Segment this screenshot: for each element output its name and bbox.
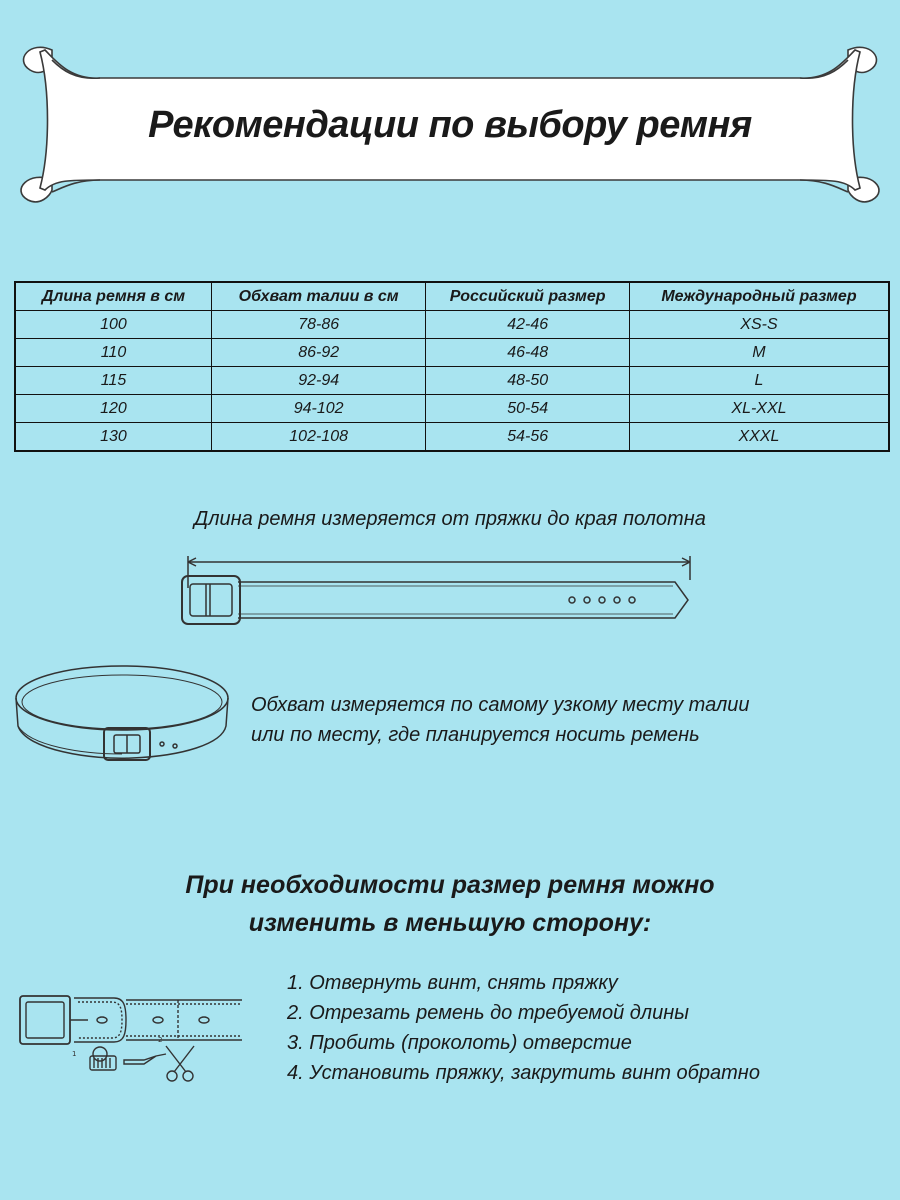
resize-heading-line-2: изменить в меньшую сторону: bbox=[248, 909, 652, 937]
table-cell: 50-54 bbox=[426, 395, 630, 423]
table-header-row bbox=[15, 282, 889, 311]
table-cell: 92-94 bbox=[211, 367, 425, 395]
table-cell: 78-86 bbox=[211, 311, 425, 339]
table-cell: 94-102 bbox=[211, 395, 425, 423]
waist-note-line-2: или по месту, где планируется носить ремень bbox=[251, 724, 700, 746]
header-international-size: Международный размер bbox=[629, 282, 889, 311]
table-cell: 54-56 bbox=[426, 423, 630, 452]
table-cell: M bbox=[629, 339, 889, 367]
step-item: 2. Отрезать ремень до требуемой длины bbox=[287, 1002, 689, 1024]
table-cell: XXXL bbox=[629, 423, 889, 452]
length-note: Длина ремня измеряется от пряжки до края полотна bbox=[194, 508, 706, 530]
resize-heading bbox=[0, 866, 900, 942]
table-cell: XL-XXL bbox=[629, 395, 889, 423]
waist-note bbox=[251, 690, 750, 750]
table-cell: L bbox=[629, 367, 889, 395]
table-cell: 110 bbox=[15, 339, 211, 367]
resize-illustration bbox=[14, 992, 246, 1084]
table-cell: XS-S bbox=[629, 311, 889, 339]
waist-note-line-1: Обхват измеряется по самому узкому месту талии bbox=[251, 694, 750, 716]
size-table bbox=[14, 281, 890, 452]
table-cell: 115 bbox=[15, 367, 211, 395]
header-belt-length: Длина ремня в см bbox=[15, 282, 211, 311]
table-cell: 102-108 bbox=[211, 423, 425, 452]
resize-steps bbox=[287, 968, 760, 1088]
header-waist: Обхват талии в см bbox=[211, 282, 425, 311]
table-cell: 120 bbox=[15, 395, 211, 423]
round-belt-illustration bbox=[12, 660, 237, 765]
table-cell: 86-92 bbox=[211, 339, 425, 367]
table-cell: 130 bbox=[15, 423, 211, 452]
table-cell: 100 bbox=[15, 311, 211, 339]
table-row bbox=[15, 367, 889, 395]
illustration-label-2: 2 bbox=[158, 1036, 163, 1044]
resize-heading-line-1: При необходимости размер ремня можно bbox=[185, 871, 715, 899]
table-cell: 42-46 bbox=[426, 311, 630, 339]
table-row bbox=[15, 423, 889, 452]
step-item: 1. Отвернуть винт, снять пряжку bbox=[287, 972, 618, 994]
step-item: 3. Пробить (проколоть) отверстие bbox=[287, 1032, 632, 1054]
step-item: 4. Установить пряжку, закрутить винт обратно bbox=[287, 1062, 760, 1084]
straight-belt-illustration bbox=[170, 550, 710, 635]
illustration-label-1: 1 bbox=[72, 1050, 77, 1058]
table-row bbox=[15, 311, 889, 339]
header-russian-size: Российский размер bbox=[426, 282, 630, 311]
table-row bbox=[15, 339, 889, 367]
table-cell: 46-48 bbox=[426, 339, 630, 367]
table-row bbox=[15, 395, 889, 423]
page-title: Рекомендации по выбору ремня bbox=[148, 104, 752, 146]
table-cell: 48-50 bbox=[426, 367, 630, 395]
